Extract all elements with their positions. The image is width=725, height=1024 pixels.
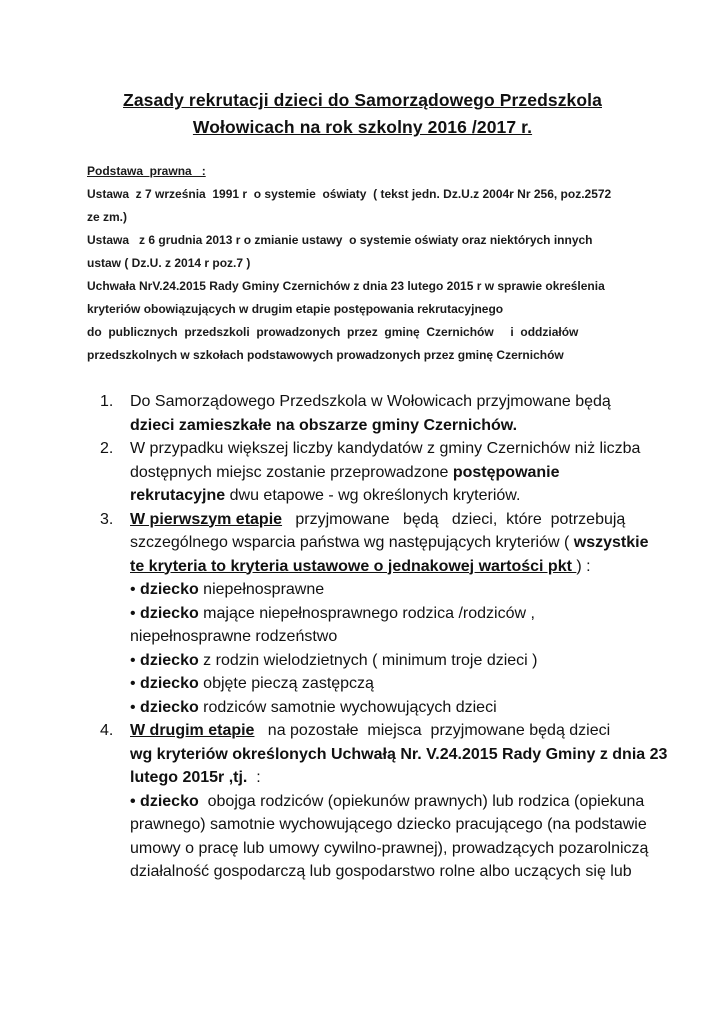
item-text-bold: wg kryteriów określonych Uchwałą Nr. V.24.2015 Rady Gminy z dnia 23 (130, 745, 668, 763)
item-text: W przypadku większej liczby kandydatów z gminy Czernichów niż liczba (130, 440, 641, 457)
item-text: : (247, 769, 261, 786)
item-text: Do Samorządowego Przedszkola w Wołowicach przyjmowane będą (130, 393, 611, 410)
list-item (100, 508, 649, 720)
rules-list (100, 390, 668, 884)
item-text: na pozostałe miejsca przyjmowane będą dzieci (254, 722, 611, 739)
document-title-line-1: Zasady rekrutacji dzieci do Samorządowego Przedszkola (123, 90, 602, 110)
legal-basis-line: ze zm.) (87, 210, 128, 224)
item-number: 4. (100, 722, 114, 739)
item-text-bold-underlined: te kryteria to kryteria ustawowe o jednakowej wartości pkt (130, 557, 577, 575)
item-text: działalność gospodarczą lub gospodarstwo rolne albo uczących się lub (130, 863, 632, 880)
legal-basis-heading: Podstawa prawna : (87, 164, 206, 178)
legal-basis-line: Uchwała NrV.24.2015 Rady Gminy Czernichów z dnia 23 lutego 2015 r w sprawie określenia (87, 279, 605, 293)
criteria-bullet: • dziecko objęte pieczą zastępczą (130, 675, 374, 692)
stage-label: W pierwszym etapie (130, 510, 283, 528)
list-item (100, 390, 642, 437)
legal-basis-line: Ustawa z 6 grudnia 2013 r o zmianie ustawy o systemie oświaty oraz niektórych innych (87, 233, 593, 247)
item-text-bold: postępowanie (452, 463, 560, 481)
item-text: umowy o pracę lub umowy cywilno-prawnej), prowadzących pozarolniczą (130, 839, 649, 857)
item-text: dostępnych miejsc zostanie przeprowadzone (130, 463, 453, 481)
item-number: 3. (100, 510, 114, 528)
item-text: prawnego) samotnie wychowującego dziecko pracującego (na podstawie (130, 816, 647, 833)
item-text: obojga rodziców (opiekunów prawnych) lub rodzica (opiekuna (198, 792, 645, 810)
criteria-bullet: • dziecko mające niepełnosprawnego rodzica /rodziców , (130, 604, 535, 622)
item-number: 1. (100, 393, 114, 410)
item-text-bold: wszystkie (573, 534, 649, 551)
legal-basis-line: przedszkolnych w szkołach podstawowych prowadzonych przez gminę Czernichów (87, 348, 564, 362)
stage-label: W drugim etapie (130, 722, 255, 739)
item-text-bold: rekrutacyjne (130, 487, 226, 504)
criteria-bullet: • dziecko niepełnosprawne (130, 581, 325, 598)
document-title-line-2: Wołowicach na rok szkolny 2016 /2017 r. (192, 117, 533, 137)
criteria-bullet: • dziecko rodziców samotnie wychowujących dzieci (130, 698, 497, 716)
item-text: przyjmowane będą dzieci, które potrzebują (282, 510, 626, 528)
item-text-bold: lutego 2015r ,tj. (130, 769, 248, 786)
item-text: szczególnego wsparcia państwa wg następujących kryteriów ( (130, 534, 574, 551)
criteria-bullet: • dziecko z rodzin wielodzietnych ( minimum troje dzieci ) (130, 651, 538, 669)
item-text-bold: • dziecko (130, 792, 199, 810)
legal-basis-line: Ustawa z 7 września 1991 r o systemie oświaty ( tekst jedn. Dz.U.z 2004r Nr 256, poz.2572 (87, 187, 612, 201)
legal-basis-line: ustaw ( Dz.U. z 2014 r poz.7 ) (87, 256, 251, 270)
list-item (100, 719, 668, 884)
item-number: 2. (100, 440, 114, 457)
criteria-bullet-continuation: niepełnosprawne rodzeństwo (130, 628, 338, 645)
list-item (100, 437, 642, 508)
item-text-bold: dzieci zamieszkałe na obszarze gminy Czernichów. (130, 416, 518, 434)
item-text: dwu etapowe - wg określonych kryteriów. (225, 487, 521, 504)
legal-basis-line: do publicznych przedszkoli prowadzonych przez gminę Czernichów i oddziałów (87, 325, 579, 339)
legal-basis-line: kryteriów obowiązujących w drugim etapie postępowania rekrutacyjnego (87, 302, 504, 316)
legal-basis-section (87, 160, 640, 367)
item-text: ) : (576, 557, 591, 575)
